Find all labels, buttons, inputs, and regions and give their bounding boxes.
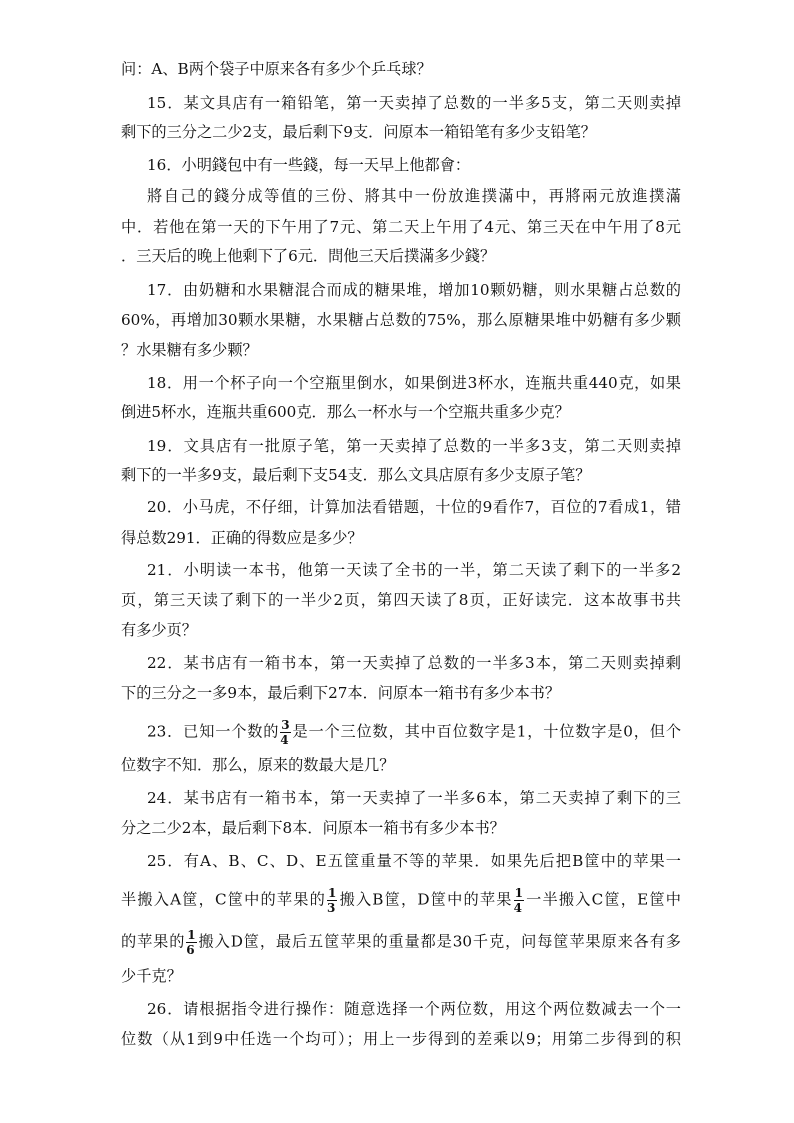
- text-line: 问：A、B两个袋子中原来各有多少个乒乓球？: [121, 60, 432, 78]
- question-16-line-4: ．三天后的晚上他剩下了6元．問他三天后撲滿多少錢？: [121, 247, 496, 265]
- question-26-line-2: 位数（从1到9中任选一个均可）；用上一步得到的差乘以9；用第二步得到的积: [121, 1030, 681, 1048]
- fraction-1-3: $\frac{1}{3}$: [327, 886, 337, 915]
- question-23-line-1: [147, 719, 681, 746]
- question-17-line-2: 60%，再增加30颗水果糖，水果糖占总数的75%，那么原糖果堆中奶糖有多少颗: [121, 311, 681, 329]
- question-21-line-2: 页，第三天读了剩下的一半少2页，第四天读了8页，正好读完．这本故事书共: [121, 591, 681, 609]
- question-16-line-3: 中．若他在第一天的下午用了7元、第二天上午用了4元、第三天在中午用了8元: [121, 218, 681, 236]
- question-22-line-2: 下的三分之一多9本，最后剩下27本．问原本一箱书有多少本书？: [121, 684, 561, 702]
- question-25-line-2: 半搬入A筐，C筐中的苹果的 $\frac{1}{3}$ 搬入B筐，D筐中的苹果 $\frac{1}{4}$ 一半搬入C筐，E筐中: [121, 886, 681, 915]
- question-20-line-1: 20．小马虎，不仔细，计算加法看错题，十位的9看作7，百位的7看成1，错: [147, 498, 681, 516]
- question-15-line-1: 15．某文具店有一箱铅笔，第一天卖掉了总数的一半多5支，第二天则卖掉: [147, 94, 681, 112]
- question-25-line-4: 少千克？: [121, 967, 182, 985]
- question-24-line-1: 24．某书店有一箱书本，第一天卖掉了一半多6本，第二天卖掉了剩下的三: [147, 789, 681, 807]
- question-18-line-1: 18．用一个杯子向一个空瓶里倒水，如果倒进3杯水，连瓶共重440克，如果: [147, 374, 681, 392]
- question-21-line-3: 有多少页？: [121, 621, 197, 639]
- question-16-line-2: 將自己的錢分成等值的三份、將其中一份放進撲滿中，再將兩元放進撲滿: [147, 187, 681, 205]
- question-23-text-b: 是一个三位数，其中百位数字是1，十位数字是0，但个: [291, 722, 682, 741]
- question-26-line-1: 26．请根据指令进行操作：随意选择一个两位数，用这个两位数减去一个一: [147, 1000, 681, 1018]
- fraction-1-6: $\frac{1}{6}$: [186, 928, 196, 957]
- question-19-line-1: 19．文具店有一批原子笔，第一天卖掉了总数的一半多3支，第二天则卖掉: [147, 437, 681, 455]
- question-22-line-1: 22．某书店有一箱书本，第一天卖掉了总数的一半多3本，第二天则卖掉剩: [147, 654, 681, 672]
- question-23-text-a: 23．已知一个数的: [147, 722, 280, 741]
- question-15-line-2: 剩下的三分之二少2支，最后剩下9支．问原本一箱铅笔有多少支铅笔？: [121, 123, 596, 141]
- question-25-line-1: 25．有A、B、C、D、E五筐重量不等的苹果．如果先后把B筐中的苹果一: [147, 852, 681, 870]
- question-24-line-2: 分之二少2本，最后剩下8本．问原本一箱书有多少本书？: [121, 819, 505, 837]
- question-16-line-1: 16．小明錢包中有一些錢，每一天早上他都會：: [147, 156, 471, 174]
- question-21-line-1: 21．小明读一本书，他第一天读了全书的一半，第二天读了剩下的一半多2: [147, 561, 681, 579]
- question-19-line-2: 剩下的一半多9支，最后剩下支54支．那么文具店原有多少支原子笔？: [121, 466, 591, 484]
- question-23-line-2: 位数字不知．那么，原来的数最大是几？: [121, 756, 395, 774]
- fraction-3-4: $\frac{3}{4}$: [280, 718, 290, 747]
- fraction-1-4: $\frac{1}{4}$: [513, 886, 523, 915]
- question-18-line-2: 倒进5杯水，连瓶共重600克．那么一杯水与一个空瓶共重多少克？: [121, 403, 570, 421]
- question-17-line-3: ？水果糖有多少颗？: [121, 341, 258, 359]
- question-17-line-1: 17．由奶糖和水果糖混合而成的糖果堆，增加10颗奶糖，则水果糖占总数的: [147, 281, 681, 299]
- question-20-line-2: 得总数291．正确的得数应是多少？: [121, 529, 363, 547]
- question-25-line-3: 的苹果的 $\frac{1}{6}$ 搬入D筐，最后五筐苹果的重量都是30千克，问每筐苹果原来各有多: [121, 928, 681, 957]
